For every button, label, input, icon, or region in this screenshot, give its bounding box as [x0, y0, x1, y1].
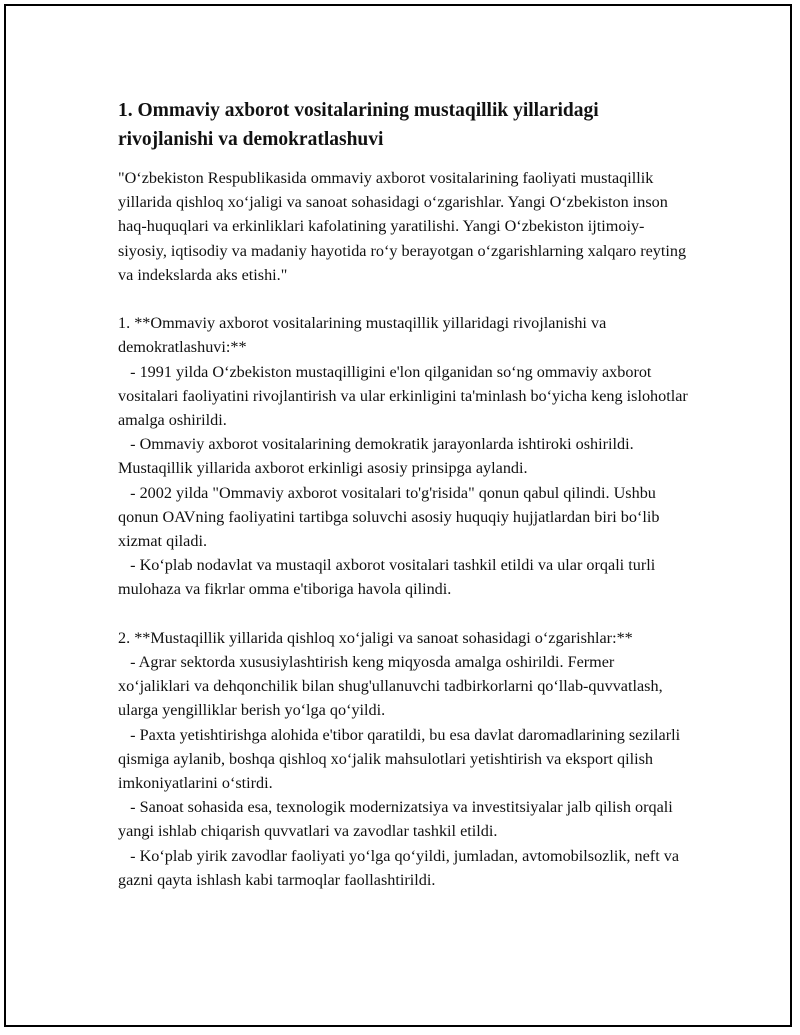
section-1-bullet: - 1991 yilda O‘zbekiston mustaqilligini e'lon qilganidan so‘ng ommaviy axborot vositalari faoliyatini rivojlantirish va ular erkinligini ta'minlash bo‘yicha keng islohotlar amalga oshirildi. [118, 362, 692, 430]
spacer [118, 602, 690, 626]
section-2-bullet: - Ko‘plab yirik zavodlar faoliyati yo‘lga qo‘yildi, jumladan, avtomobilsozlik, neft va gazni qayta ishlash kabi tarmoqlar faollashtirildi. [118, 846, 684, 889]
section-2-bullet: - Agrar sektorda xususiylashtirish keng miqyosda amalga oshirildi. Fermer xo‘jaliklari va dehqonchilik bilan shug'ullanuvchi tadbirkorlarni qo‘llab-quvvatlash, ularga yengilliklar berish yo‘lga qo‘yildi. [118, 653, 667, 720]
section-2-bullet: - Sanoat sohasida esa, texnologik modernizatsiya va investitsiyalar jalb qilish orqali yangi ishlab chiqarish quvvatlari va zavodlar tashkil etildi. [118, 798, 677, 841]
section-2-title: 2. **Mustaqillik yillarida qishloq xo‘jaligi va sanoat sohasidagi o‘zgarishlar:** [118, 628, 633, 647]
intro-paragraph: "O‘zbekiston Respublikasida ommaviy axborot vositalarining faoliyati mustaqillik yillarida qishloq xo‘jaligi va sanoat sohasidagi o‘zgarishlar. Yangi O‘zbekiston inson haq-huquqlari va erkinliklari kafolatining yaratilishi. Yangi O‘zbekiston ijtimoiy-siyosiy, iqtisodiy va madaniy hayotida ro‘y berayotgan o‘zgarishlarning xalqaro reyting va indekslarda aks etishi." [118, 169, 691, 284]
document-heading: 1. Ommaviy axborot vositalarining mustaqillik yillaridagi rivojlanishi va demokratlashuvi [118, 100, 599, 150]
section-1-bullet: - 2002 yilda "Ommaviy axborot vositalari to'g'risida" qonun qabul qilindi. Ushbu qonun OAVning faoliyatini tartibga soluvchi asosiy huquqiy hujjatlardan biri bo‘lib xizmat qiladi. [118, 483, 664, 551]
section-1-title: 1. **Ommaviy axborot vositalarining mustaqillik yillaridagi rivojlanishi va demokratlashuvi:** [118, 314, 611, 357]
document-body [118, 96, 690, 892]
spacer [118, 287, 690, 311]
section-1-bullet: - Ko‘plab nodavlat va mustaqil axborot vositalari tashkil etildi va ular orqali turli mulohaza va fikrlar omma e'tiboriga havola qilindi. [118, 556, 660, 599]
section-2-bullet: - Paxta yetishtirishga alohida e'tibor qaratildi, bu esa davlat daromadlarining sezilarli qismiga aylanib, boshqa qishloq xo‘jalik mahsulotlari yetishtirish va eksport qilish imkoniyatlarini o‘stirdi. [118, 725, 685, 793]
section-1-bullet: - Ommaviy axborot vositalarining demokratik jarayonlarda ishtiroki oshirildi. Mustaqillik yillarida axborot erkinligi asosiy prinsipga aylandi. [118, 435, 638, 478]
